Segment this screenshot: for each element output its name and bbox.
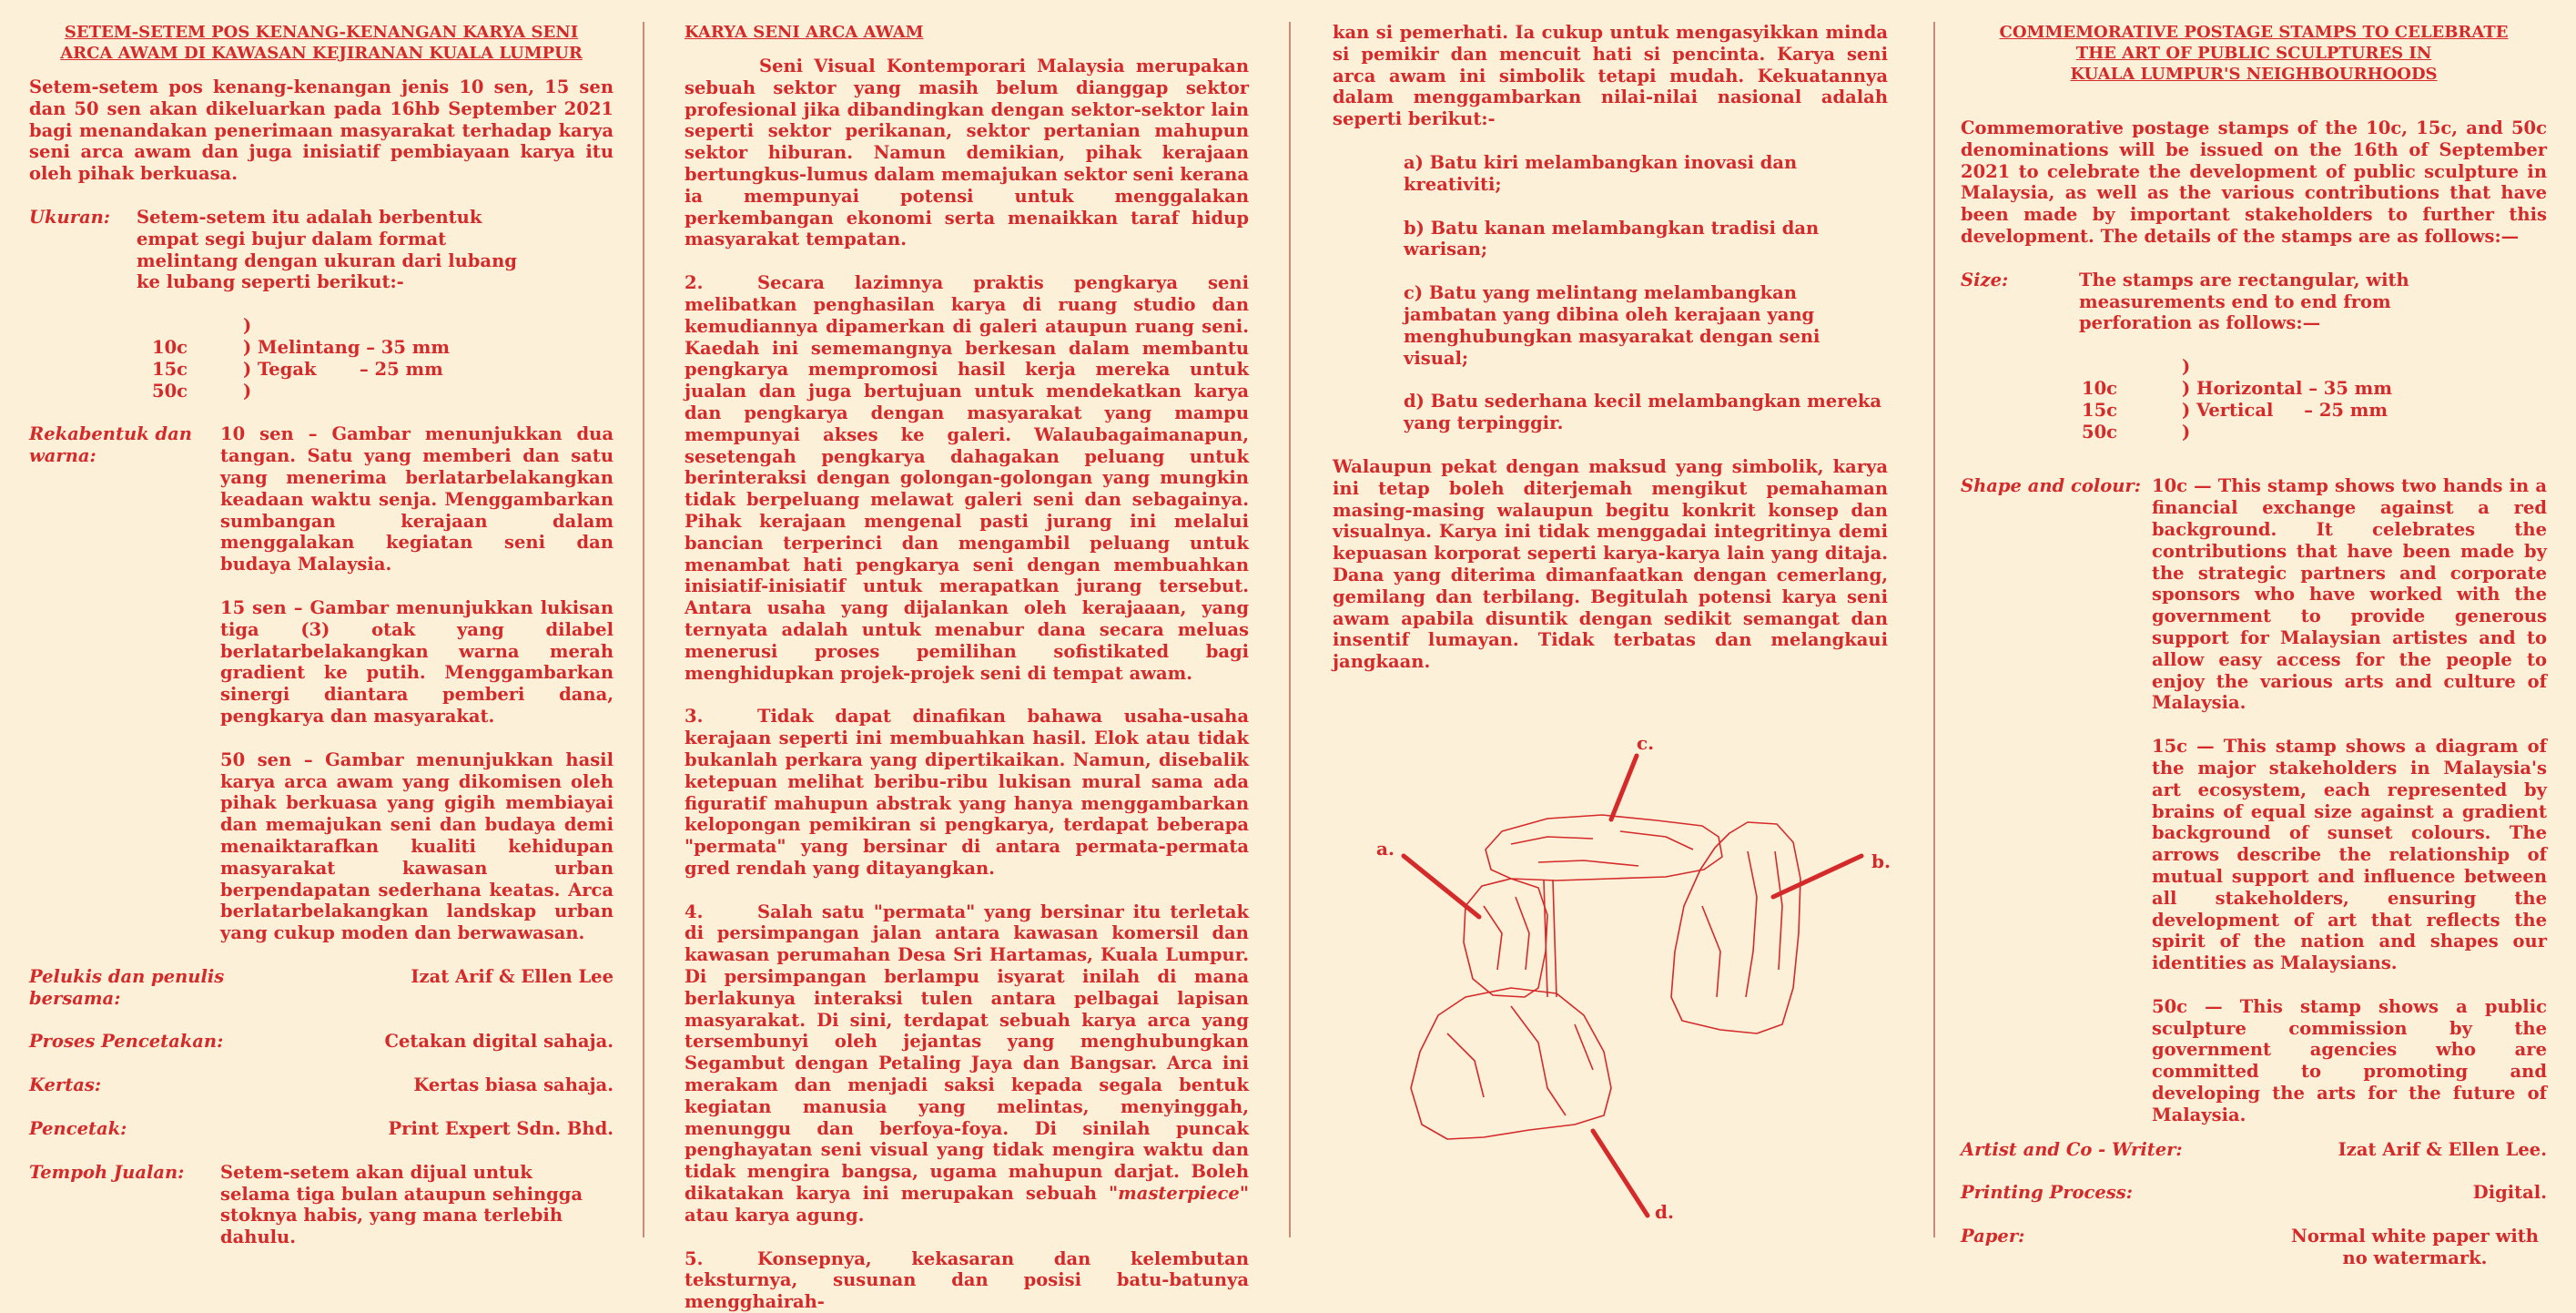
proses-value: Cetakan digital sahaja.: [384, 1031, 614, 1053]
paper-row: [1961, 1226, 2547, 1269]
label-c: c.: [1637, 732, 1655, 754]
english-size-table: ) 10c ) Horizontal – 35 mm 15c ) Vertical – 25 mm 50c ): [2082, 356, 2392, 443]
rekabentuk-label: Rekabentuk dan warna:: [29, 423, 192, 467]
column-divider: [1289, 22, 1291, 1237]
proses-row: [29, 1031, 614, 1053]
stone-top: [1486, 815, 1722, 880]
tempoh-text: Setem-setem akan dijual untuk selama tiga bulan ataupun sehingga stoknya habis, yang mana terlebih dahulu.: [220, 1161, 583, 1248]
list-item: d) Batu sederhana kecil melambangkan mereka yang terpinggir.: [1404, 391, 1882, 434]
printing-value: Digital.: [2472, 1182, 2547, 1204]
desc-50c: 50c — This stamp shows a public sculpture commission by the government agencies who are committed to promoting and developing the arts for the future of Malaysia.: [2152, 995, 2547, 1125]
ukuran-row: [29, 207, 614, 293]
ukuran-label: Ukuran:: [29, 206, 110, 228]
essay-para-2: 2. Secara lazimnya praktis pengkarya seni melibatkan penghasilan karya di ruang studio dan kemudiannya dipamerkan di galeri ataupun ruang seni. Kaedah ini sememangnya berkesan dalam membantu pengkarya mempromosi hasil kerja mereka untuk jualan dan juga bertujuan untuk mendekatkan karya dan pengkarya dengan masyarakat yang mampu mempunyai akses ke galeri. Walaubagaimanapun, sesetengah pengkarya dahagakan peluang untuk berinteraksi dengan golongan-golongan yang mungkin tidak berpeluang melawat galeri seni dan sebagainya. Pihak kerajaan mengenal pasti jurang ini melalui bancian terperinci dan mengambil peluang untuk menambat hati pengkarya seni dengan membuahkan inisiatif-inisiatif untuk merapatkan jurang tersebut. Antara usaha yang dijalankan oleh kerajaaan, yang ternyata adalah untuk menabur dana secara meluas menerusi proses pemilihan sofistikated bagi menghidupkan projek-projek seni di tempat awam.: [685, 272, 1249, 684]
essay-para-4: 4. Salah satu "permata" yang bersinar itu terletak di persimpangan jalan antara kawasan komersil dan kawasan perumahan Desa Sri Hartamas, Kuala Lumpur. Di persimpangan berlampu isyarat inilah di mana berlakunya interaksi tulen antara pelbagai lapisan masyarakat. Di sini, terdapat sebuah karya arca yang tersembunyi oleh jejantas yang menghubungkan Segambut dengan Petaling Jaya dan Bangsar. Arca ini merakam dan menjadi saksi kepada segala bentuk kegiatan manusia yang melintas, menyinggah, menunggu dan berfoya-foya. Di sinilah puncak penghayatan seni visual yang tidak mengira waktu dan tidak mengira bangsa, ugama mahupun darjat. Boleh dikatakan karya ini merupakan sebuah "masterpiece" atau karya agung.: [685, 901, 1249, 1226]
kertas-label: Kertas:: [29, 1074, 102, 1096]
kertas-value: Kertas biasa sahaja.: [413, 1074, 614, 1096]
column-divider: [643, 22, 644, 1237]
artist-label: Artist and Co - Writer:: [1961, 1138, 2183, 1160]
essay-continued-para: kan si pemerhati. Ia cukup untuk mengasyikkan minda si pemikir dan mencuit hati si pencinta. Karya seni arca awam ini simbolik tetapi mudah. Kekuatannya dalam menggambarkan nilai-nilai nasional adalah seperti berikut:-: [1333, 22, 1888, 130]
rekabentuk-row: [29, 423, 614, 944]
essay-para-3: 3. Tidak dapat dinafikan bahawa usaha-usaha kerajaan seperti ini membuahkan hasil. Elok atau tidak bukanlah perkara yang dipertikaikan. Namun, disebalik ketepuan melihat beribu-ribu lukisan mural sama ada figuratif mahupun abstrak yang hanya menggambarkan kelopongan pemikiran si pengkarya, terdapat beberapa "permata" yang bersinar di antara permata-permata gred rendah yang ditayangkan.: [685, 706, 1249, 879]
shape-row: [1961, 475, 2547, 1125]
artist-value: Izat Arif & Ellen Lee.: [2338, 1138, 2547, 1160]
size-text: The stamps are rectangular, with measurements end to end from perforation as follows:—: [2079, 269, 2409, 334]
printing-row: [1961, 1182, 2547, 1204]
essay-title: KARYA SENI ARCA AWAM: [685, 23, 924, 42]
desc-15-sen: 15 sen – Gambar menunjukkan lukisan tiga (3) otak yang dilabel berlatarbelakangkan warna merah gradient ke putih. Menggambarkan sinergi diantara pemberi dana, pengkarya dan masyarakat.: [220, 596, 614, 727]
shape-label: Shape and colour:: [1961, 475, 2141, 497]
paper-value: Normal white paper with no watermark.: [2291, 1226, 2539, 1269]
list-item: c) Batu yang melintang melambangkan jambatan yang dibina oleh kerajaan yang menghubungkan masyarakat dengan seni visual;: [1404, 282, 1820, 369]
english-intro: Commemorative postage stamps of the 10c, 15c, and 50c denominations will be issued on the 16th of September 2021 to celebrate the development of public sculpture in Malaysia, as well as the various contributions that have been made by important stakeholders to further this development. The details of the stamps are as follows:—: [1961, 117, 2547, 247]
size-row: [1961, 270, 2547, 334]
desc-10c: 10c — This stamp shows two hands in a financial exchange against a red background. It celebrates the contributions that have been made by the strategic partners and corporate sponsors who have worked with the government to provide generous support for Malaysian artistes and to allow easy access for the people to enjoy the various arts and culture of Malaysia.: [2152, 475, 2547, 714]
proses-label: Proses Pencetakan:: [29, 1031, 224, 1053]
pencetak-value: Print Expert Sdn. Bhd.: [388, 1118, 614, 1140]
pelukis-label: Pelukis dan penulis bersama:: [29, 965, 225, 1009]
column-malay-stamp-details: [29, 22, 614, 1248]
pointer-line-a: [1404, 856, 1479, 917]
stone-bottom: [1411, 988, 1611, 1139]
pointer-line-c: [1611, 756, 1637, 819]
column-english-stamp-details: [1961, 22, 2547, 1269]
column-essay-continued: [1333, 22, 1888, 673]
pelukis-value: Izat Arif & Ellen Lee: [411, 965, 614, 987]
pencetak-row: [29, 1118, 614, 1140]
essay-para-5: 5. Konsepnya, kekasaran dan kelembutan teksturnya, susunan dan posisi batu-batunya mengghairah-: [685, 1247, 1249, 1313]
malay-intro: Setem-setem pos kenang-kenangan jenis 10 sen, 15 sen dan 50 sen akan dikeluarkan pada 16hb September 2021 bagi menandakan penerimaan masyarakat terhadap karya seni arca awam dan juga inisiatif pembiayaan karya itu oleh pihak berkuasa.: [29, 76, 614, 185]
column-divider: [1933, 22, 1935, 1237]
kertas-row: [29, 1074, 614, 1096]
label-d: d.: [1655, 1201, 1674, 1223]
pelukis-row: [29, 966, 614, 1010]
pointer-line-d: [1593, 1131, 1648, 1216]
tempoh-label: Tempoh Jualan:: [29, 1161, 185, 1183]
desc-50-sen: 50 sen – Gambar menunjukkan hasil karya arca awam yang dikomisen oleh pihak berkuasa yang gigih membiayai dan memajukan seni dan budaya demi menaiktarafkan kualiti kehidupan masyarakat kawasan urban berpendapatan sederhana keatas. Arca berlatarbelakangkan landskap urban yang cukup moden dan berwawasan.: [220, 748, 614, 944]
list-item: a) Batu kiri melambangkan inovasi dan kreativiti;: [1404, 151, 1798, 195]
label-a: a.: [1376, 838, 1394, 860]
list-item: b) Batu kanan melambangkan tradisi dan warisan;: [1404, 217, 1820, 260]
pointer-line-b: [1773, 856, 1861, 897]
size-label: Size:: [1961, 269, 2009, 290]
malay-size-table: ) 10c ) Melintang – 35 mm 15c ) Tegak – 25 mm 50c ): [152, 315, 450, 402]
tempoh-row: [29, 1162, 614, 1248]
pencetak-label: Pencetak:: [29, 1118, 127, 1140]
sculpture-illustration: [1365, 724, 1930, 1234]
desc-15c: 15c — This stamp shows a diagram of the major stakeholders in Malaysia's art ecosystem, each represented by brains of equal size against a gradient background of sunset colours. The arrows describe the relationship of mutual support and influence between all stakeholders, ensuring the development of art that reflects the spirit of the nation and shapes our identities as Malaysians.: [2152, 736, 2547, 974]
column-karya-seni-essay: [685, 22, 1249, 1313]
desc-10-sen: 10 sen – Gambar menunjukkan dua tangan. Satu yang memberi dan satu yang menerima berlatarbelakangkan keadaan waktu senja. Menggambarkan sumbangan kerajaan dalam menggalakan kegiatan seni dan budaya Malaysia.: [220, 423, 614, 575]
malay-title: SETEM-SETEM POS KENANG-KENANGAN KARYA SENI ARCA AWAM DI KAWASAN KEJIRANAN KUALA LUMPUR: [60, 23, 583, 63]
artist-row: [1961, 1139, 2547, 1161]
english-title: COMMEMORATIVE POSTAGE STAMPS TO CELEBRATE THE ART OF PUBLIC SCULPTURES IN KUALA LUMPUR'S NEIGHBOURHOODS: [1999, 23, 2509, 84]
paper-label: Paper:: [1961, 1226, 2025, 1247]
symbolism-list: [1404, 152, 1888, 434]
essay-para-1: Seni Visual Kontemporari Malaysia merupakan sebuah sektor yang masih belum dianggap sektor profesional jika dibandingkan dengan sektor-sektor lain seperti sektor perikanan, sektor pertanian mahupun sektor hiburan. Namun demikian, pihak kerajaan bertungkus-lumus dalam memajukan sektor seni kerana ia mempunyai potensi untuk menggalakan perkembangan ekonomi serta menaikkan taraf hidup masyarakat tempatan.: [685, 56, 1249, 250]
printing-label: Printing Process:: [1961, 1182, 2133, 1204]
label-b: b.: [1871, 850, 1891, 872]
ukuran-text: Setem-setem itu adalah berbentuk empat segi bujur dalam format melintang dengan ukuran dari lubang ke lubang seperti berikut:-: [137, 206, 517, 293]
essay-closing-para: Walaupun pekat dengan maksud yang simbolik, karya ini tetap boleh diterjemah mengikut pemahaman masing-masing walaupun begitu konkrit konsep dan visualnya. Karya ini tidak menggadai integritinya demi kepuasan korporat seperti karya-karya lain yang ditaja. Dana yang diterima dimanfaatkan dengan cemerlang, gemilang dan terbilang. Begitulah potensi karya seni awam apabila disuntik dengan sedikit semangat dan insentif lumayan. Tidak terbatas dan melangkaui jangkaan.: [1333, 455, 1888, 673]
stone-left: [1464, 879, 1547, 997]
